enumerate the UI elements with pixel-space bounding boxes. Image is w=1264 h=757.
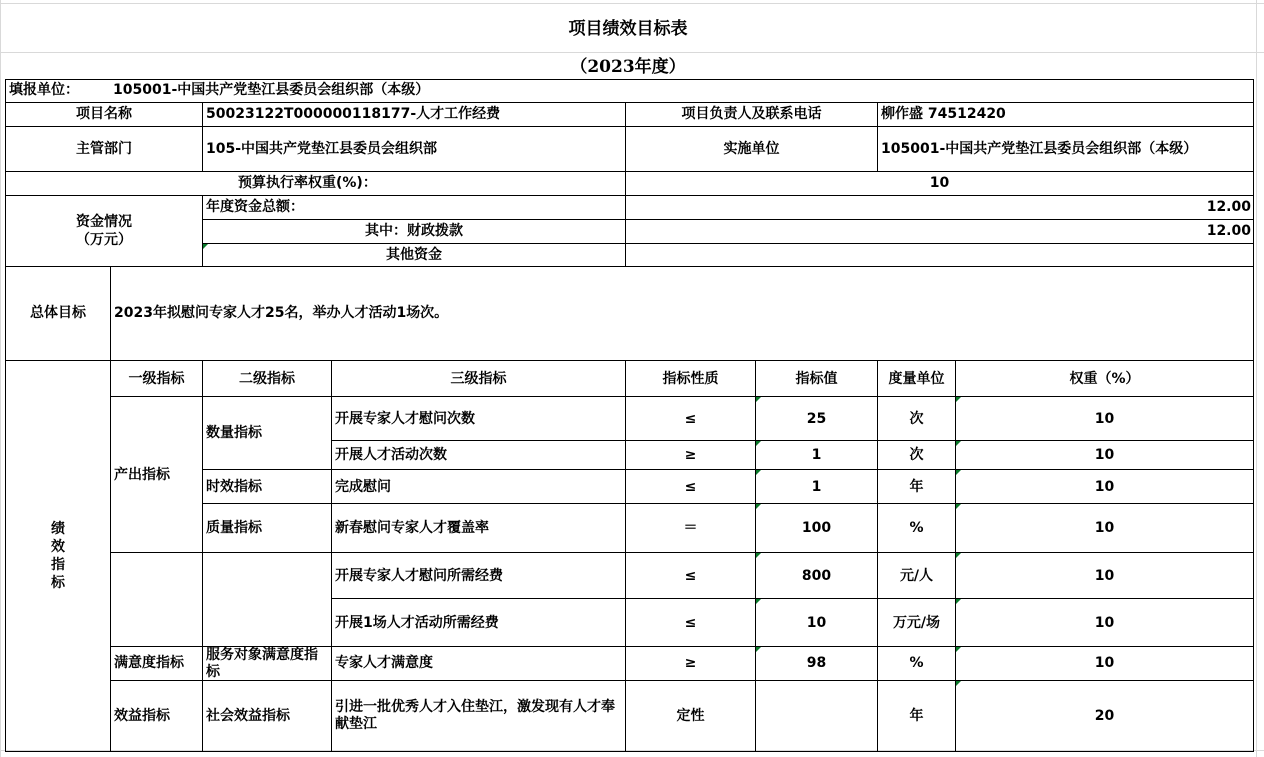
indicator-weight: 10	[1094, 447, 1115, 463]
indicator-value: 10	[806, 615, 827, 631]
border	[202, 469, 1254, 470]
indicator-value: 800	[801, 568, 832, 584]
grid-line	[1256, 0, 1257, 757]
grid-line	[0, 0, 1, 757]
cell-marker	[956, 553, 961, 558]
border	[110, 552, 1254, 553]
indicator-name: 开展专家人才慰问所需经费	[335, 568, 503, 584]
indicator-value: 98	[806, 655, 827, 671]
fiscal-label: 其中：财政拨款	[365, 223, 463, 239]
cell-marker	[756, 470, 761, 475]
border	[5, 102, 1254, 103]
border	[202, 219, 1254, 220]
cell-marker	[956, 397, 961, 402]
cell-marker	[756, 647, 761, 652]
col-header: 度量单位	[888, 371, 945, 387]
indicator-unit: 次	[909, 447, 924, 463]
level1-satisfaction: 满意度指标	[114, 655, 184, 671]
indicator-op: ≥	[684, 655, 697, 671]
cell-marker	[956, 470, 961, 475]
indicator-unit: 年	[909, 708, 924, 724]
border	[5, 171, 1254, 172]
cell-marker	[956, 647, 961, 652]
level1-output: 产出指标	[114, 467, 170, 483]
cell-marker	[756, 553, 761, 558]
border	[1253, 79, 1254, 752]
dept-value: 105-中国共产党垫江县委员会组织部	[206, 141, 438, 157]
border	[877, 102, 878, 171]
cell-marker	[756, 599, 761, 604]
cell-marker	[956, 504, 961, 509]
indicator-unit: 年	[909, 479, 924, 495]
indicator-name: 开展1场人才活动所需经费	[335, 615, 499, 631]
cell-marker	[756, 397, 761, 402]
total-value: 12.00	[1206, 199, 1251, 215]
border	[202, 360, 203, 752]
col-header: 三级指标	[450, 371, 507, 387]
border	[5, 360, 1254, 361]
border	[5, 195, 1254, 196]
indicator-op: 定性	[676, 708, 705, 724]
indicator-op: ≥	[684, 447, 697, 463]
col-header: 一级指标	[128, 371, 185, 387]
level2-service: 服务对象满意度指标	[206, 647, 318, 679]
indicator-value: 1	[811, 479, 822, 495]
total-label: 年度资金总额：	[206, 199, 304, 215]
grid-line	[0, 52, 1264, 53]
indicator-name: 开展专家人才慰问次数	[335, 411, 475, 427]
border	[5, 79, 6, 752]
indicator-op: ≤	[684, 568, 697, 584]
indicator-value: 1	[811, 447, 822, 463]
filler-value: 105001-中国共产党垫江县委员会组织部（本级）	[113, 82, 430, 98]
filler-label: 填报单位：	[9, 82, 79, 98]
indicator-unit: %	[909, 655, 924, 671]
col-header: 指标性质	[662, 371, 719, 387]
project-name-label: 项目名称	[76, 106, 132, 122]
contact-value: 柳作盛 74512420	[881, 106, 1006, 122]
indicator-weight: 10	[1094, 411, 1115, 427]
indicator-unit: %	[909, 520, 924, 536]
indicator-value: 100	[801, 520, 832, 536]
perf-section-char: 效	[51, 539, 65, 555]
level1-benefit: 效益指标	[114, 708, 170, 724]
indicator-name: 开展人才活动次数	[335, 447, 447, 463]
indicator-unit: 次	[909, 411, 924, 427]
indicator-weight: 10	[1094, 479, 1115, 495]
border	[331, 440, 1254, 441]
fiscal-value: 12.00	[1206, 223, 1251, 239]
impl-label: 实施单位	[723, 141, 780, 157]
border	[202, 243, 1254, 244]
border	[5, 751, 1254, 752]
indicator-name: 完成慰问	[335, 479, 391, 495]
border	[110, 266, 111, 752]
indicator-op: ≤	[684, 479, 697, 495]
indicator-weight: 10	[1094, 615, 1115, 631]
col-header: 二级指标	[239, 371, 295, 387]
indicator-name: 引进一批优秀人才入住垫江，激发现有人才奉献垫江	[335, 699, 615, 732]
border	[5, 266, 1254, 267]
cell-marker	[956, 599, 961, 604]
col-header: 指标值	[795, 371, 838, 387]
border	[202, 102, 203, 171]
level2-social: 社会效益指标	[206, 708, 290, 724]
goal-text: 2023年拟慰问专家人才25名，举办人才活动1场次。	[114, 305, 449, 321]
funds-unit: （万元）	[76, 232, 132, 248]
project-name-value: 50023122T000000118177-人才工作经费	[206, 106, 501, 122]
rate-label: 预算执行率权重(%)：	[238, 175, 377, 191]
indicator-weight: 20	[1094, 708, 1115, 724]
level2-quality: 质量指标	[206, 520, 262, 536]
indicator-value: 25	[806, 411, 827, 427]
border	[331, 360, 332, 752]
level2-quantity: 数量指标	[206, 425, 262, 441]
level2-timeliness: 时效指标	[206, 479, 262, 495]
grid-line	[0, 3, 1264, 4]
border	[202, 503, 1254, 504]
indicator-op: ≤	[684, 411, 697, 427]
border	[5, 126, 1254, 127]
page-title: 项目绩效目标表	[568, 19, 688, 39]
year-subtitle: （2023年度）	[570, 57, 686, 77]
border	[5, 79, 1254, 80]
indicator-weight: 10	[1094, 520, 1115, 536]
cell-marker	[756, 504, 761, 509]
indicator-weight: 10	[1094, 655, 1115, 671]
border	[110, 680, 1254, 681]
border	[331, 598, 1254, 599]
rate-value: 10	[929, 175, 950, 191]
indicator-unit: 万元/场	[892, 615, 941, 631]
contact-label: 项目负责人及联系电话	[681, 106, 822, 122]
indicator-weight: 10	[1094, 568, 1115, 584]
perf-section-char: 绩	[51, 521, 65, 537]
perf-section-char: 标	[51, 575, 65, 591]
dept-label: 主管部门	[76, 141, 132, 157]
perf-section-char: 指	[51, 557, 65, 573]
indicator-name: 专家人才满意度	[335, 655, 433, 671]
other-label: 其他资金	[386, 247, 442, 263]
indicator-name: 新春慰问专家人才覆盖率	[335, 520, 489, 536]
col-header: 权重（%）	[1069, 371, 1140, 387]
indicator-op: ≤	[684, 615, 697, 631]
goal-label: 总体目标	[30, 305, 86, 321]
indicator-unit: 元/人	[899, 568, 934, 584]
funds-label: 资金情况	[76, 214, 132, 230]
cell-marker	[956, 681, 961, 686]
indicator-op: ＝	[683, 520, 698, 536]
impl-value: 105001-中国共产党垫江县委员会组织部（本级）	[881, 141, 1198, 157]
border	[110, 396, 1254, 397]
